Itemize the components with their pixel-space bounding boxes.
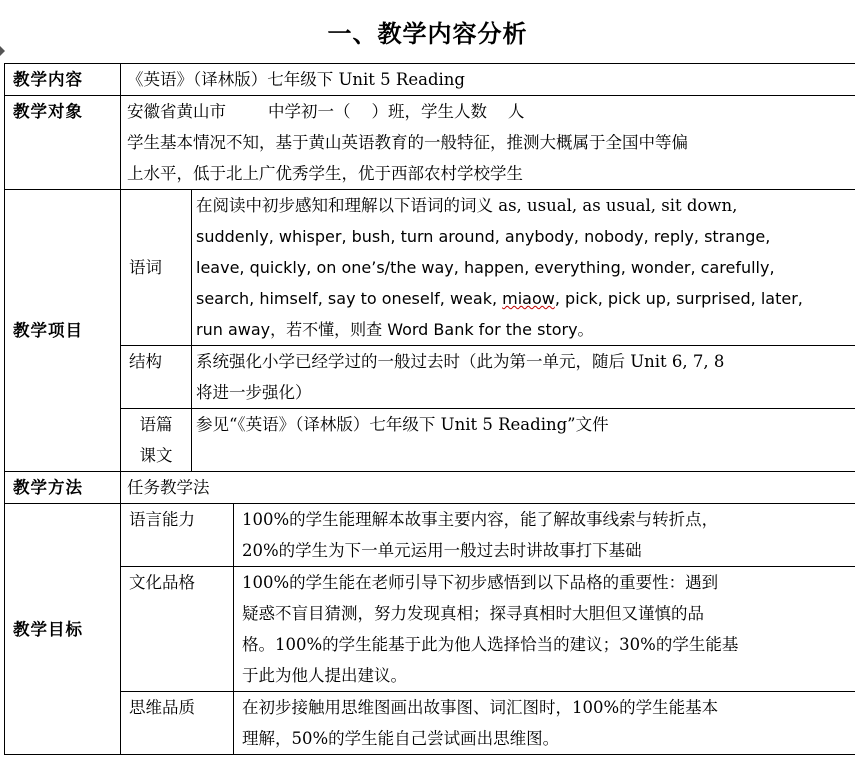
vocab-line-4a: search, himself, say to oneself, weak,	[196, 289, 503, 308]
row-teaching-target	[5, 96, 855, 190]
row-goal-culture	[5, 567, 855, 692]
goal-thinking-line-1: 在初步接触用思维图画出故事图、词汇图时，100%的学生能基本	[242, 698, 719, 717]
vocab-line-4b: , pick, pick up, surprised, later,	[554, 289, 803, 308]
label-text-line-2: 课文	[139, 446, 173, 465]
value-goal-language	[234, 504, 855, 567]
vocab-line-5: run away，若不懂，则查 Word Bank for the story。	[196, 320, 594, 339]
value-teaching-target	[121, 96, 855, 190]
row-vocab	[5, 190, 855, 346]
bullet-marker-icon	[0, 46, 5, 56]
value-text: 参见“《英语》（译林版）七年级下 Unit 5 Reading”文件	[192, 409, 855, 472]
label-text-line-1: 语篇	[139, 415, 173, 434]
label-teaching-target: 教学对象	[5, 96, 121, 190]
target-line-3: 上水平，低于北上广优秀学生，优于西部农村学校学生	[127, 164, 523, 183]
label-teaching-goals: 教学目标	[5, 504, 121, 755]
label-goal-language: 语言能力	[121, 504, 234, 567]
goal-culture-line-2: 疑惑不盲目猜测，努力发现真相；探寻真相时大胆但又谨慎的品	[242, 604, 704, 623]
label-vocab: 语词	[121, 190, 192, 346]
target-line-1: 安徽省黄山市 中学初一（ ）班，学生人数 人	[127, 102, 525, 121]
vocab-line-3: leave, quickly, on one’s/the way, happen, everything, wonder, carefully,	[196, 258, 775, 277]
row-teaching-content	[5, 64, 855, 96]
label-text	[121, 409, 192, 472]
label-goal-culture: 文化品格	[121, 567, 234, 692]
row-goal-thinking	[5, 692, 855, 755]
value-structure	[192, 346, 855, 409]
target-line-2: 学生基本情况不知，基于黄山英语教育的一般特征，推测大概属于全国中等偏	[127, 133, 688, 152]
row-teaching-method	[5, 472, 855, 504]
row-goal-language	[5, 504, 855, 567]
vocab-line-4	[196, 283, 849, 314]
value-goal-culture	[234, 567, 855, 692]
vocab-line-1-text: 在阅读中初步感知和理解以下语词的词义 as, usual, as usual, sit down,	[196, 196, 738, 215]
goal-language-line-1: 100%的学生能理解本故事主要内容，能了解故事线索与转折点，	[242, 510, 719, 529]
label-teaching-content: 教学内容	[5, 64, 121, 96]
value-goal-thinking	[234, 692, 855, 755]
row-structure	[5, 346, 855, 409]
label-teaching-method: 教学方法	[5, 472, 121, 504]
goal-culture-line-3: 格。100%的学生能基于此为他人选择恰当的建议；30%的学生能基	[242, 635, 739, 654]
lesson-analysis-table	[4, 63, 855, 755]
vocab-line-2: suddenly, whisper, bush, turn around, anybody, nobody, reply, strange,	[196, 227, 771, 246]
row-text	[5, 409, 855, 472]
label-teaching-items: 教学项目	[5, 190, 121, 472]
label-goal-thinking: 思维品质	[121, 692, 234, 755]
goal-culture-line-1: 100%的学生能在老师引导下初步感悟到以下品格的重要性：遇到	[242, 573, 719, 592]
structure-line-2: 将进一步强化）	[196, 383, 312, 402]
vocab-misspelled-word: miaow	[502, 289, 555, 308]
goal-culture-line-4: 于此为他人提出建议。	[242, 666, 407, 685]
value-teaching-method: 任务教学法	[121, 472, 855, 504]
value-teaching-content: 《英语》（译林版）七年级下 Unit 5 Reading	[121, 64, 855, 96]
label-structure: 结构	[121, 346, 192, 409]
goal-language-line-2: 20%的学生为下一单元运用一般过去时讲故事打下基础	[242, 541, 642, 560]
vocab-line-1	[196, 190, 849, 221]
goal-thinking-line-2: 理解，50%的学生能自己尝试画出思维图。	[242, 729, 560, 748]
page-title: 一、教学内容分析	[327, 19, 528, 48]
value-vocab	[192, 190, 855, 346]
structure-line-1: 系统强化小学已经学过的一般过去时（此为第一单元，随后 Unit 6, 7, 8	[196, 352, 725, 371]
